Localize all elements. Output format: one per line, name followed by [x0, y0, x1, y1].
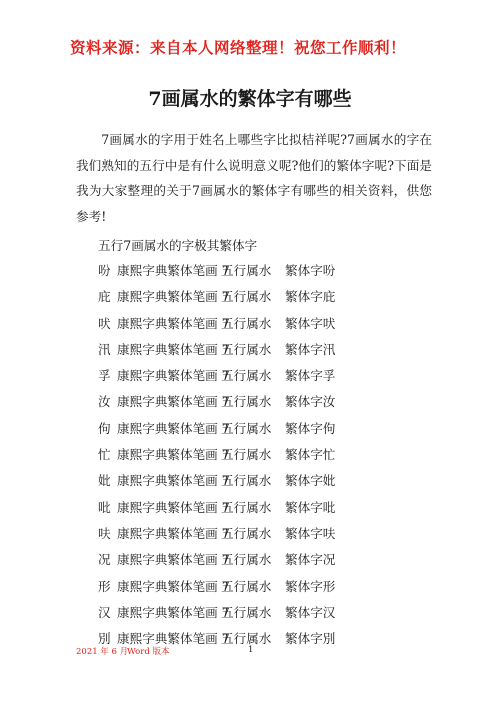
entry-character: 吩: [98, 263, 111, 278]
character-entry: [98, 284, 335, 310]
entry-character: 吠: [98, 315, 111, 331]
entry-kangxi-strokes: 康熙字典繁体笔画 7: [117, 604, 230, 620]
entry-character: 况: [98, 552, 111, 568]
character-entry: [98, 389, 335, 415]
entry-wuxing: 五行属水: [221, 631, 272, 647]
footer-date: 2021 年 6 月: [76, 647, 129, 657]
character-entry: [98, 311, 335, 337]
entry-wuxing: 五行属水: [221, 578, 272, 594]
character-entry: [98, 547, 335, 573]
entry-traditional: 繁体字吠: [285, 315, 336, 331]
character-entry: [98, 363, 335, 389]
entry-kangxi-strokes: 康熙字典繁体笔画 7: [117, 420, 230, 436]
entry-wuxing: 五行属水: [221, 604, 272, 620]
entry-character: 汛: [98, 341, 111, 357]
entry-traditional: 繁体字吡: [285, 499, 336, 515]
entry-traditional: 繁体字別: [285, 631, 336, 647]
entry-wuxing: 五行属水: [221, 447, 272, 463]
entry-traditional: 繁体字吩: [285, 263, 336, 278]
character-entry: [98, 468, 335, 494]
entry-traditional: 繁体字呋: [285, 525, 336, 541]
entry-character: 庇: [98, 289, 111, 305]
entry-traditional: 繁体字汝: [285, 394, 336, 410]
section-heading: 五行7画属水的字极其繁体字: [98, 238, 258, 253]
entry-character: 妣: [98, 473, 111, 489]
entry-traditional: 繁体字形: [285, 578, 336, 594]
entry-kangxi-strokes: 康熙字典繁体笔画 7: [117, 525, 230, 541]
character-entry: [98, 574, 335, 600]
entry-kangxi-strokes: 康熙字典繁体笔画 7: [117, 631, 230, 647]
character-entry: [98, 495, 335, 521]
entry-wuxing: 五行属水: [221, 263, 272, 278]
character-entry: [98, 442, 335, 468]
entry-wuxing: 五行属水: [221, 525, 272, 541]
page-number: 1: [248, 645, 254, 655]
entry-character: 別: [98, 631, 111, 647]
entry-kangxi-strokes: 康熙字典繁体笔画 7: [117, 447, 230, 463]
entry-character: 汉: [98, 604, 111, 620]
entry-traditional: 繁体字汛: [285, 341, 336, 357]
entry-kangxi-strokes: 康熙字典繁体笔画 7: [117, 578, 230, 594]
entry-kangxi-strokes: 康熙字典繁体笔画 7: [117, 473, 230, 489]
entry-kangxi-strokes: 康熙字典繁体笔画 7: [117, 552, 230, 568]
entry-traditional: 繁体字汉: [285, 604, 336, 620]
source-notice: 资料来源：来自本人网络整理！祝您工作顺利！: [70, 38, 407, 57]
character-list: [98, 258, 335, 652]
character-entry: [98, 416, 335, 442]
character-entry: [98, 258, 335, 284]
entry-traditional: 繁体字妣: [285, 473, 336, 489]
entry-wuxing: 五行属水: [221, 552, 272, 568]
entry-kangxi-strokes: 康熙字典繁体笔画 7: [117, 263, 230, 278]
footer-version: Word 版本: [127, 647, 170, 657]
entry-character: 忙: [98, 447, 111, 463]
page-title: 7画属水的繁体字有哪些: [148, 88, 352, 110]
entry-wuxing: 五行属水: [221, 420, 272, 436]
character-entry: [98, 600, 335, 626]
entry-kangxi-strokes: 康熙字典繁体笔画 7: [117, 341, 230, 357]
character-entry: [98, 521, 335, 547]
entry-wuxing: 五行属水: [221, 499, 272, 515]
entry-kangxi-strokes: 康熙字典繁体笔画 7: [117, 499, 230, 515]
entry-kangxi-strokes: 康熙字典繁体笔画 7: [117, 368, 230, 384]
intro-paragraph: 7画属水的字用于姓名上哪些字比拟桔祥呢?7画属水的字在我们熟知的五行中是有什么说明意义呢?他们的繁体字呢?下面是我为大家整理的关于7画属水的繁体字有哪些的相关资料，供您参考!: [76, 132, 432, 224]
entry-traditional: 繁体字佝: [285, 420, 336, 436]
entry-character: 佝: [98, 420, 111, 436]
entry-kangxi-strokes: 康熙字典繁体笔画 7: [117, 394, 230, 410]
entry-traditional: 繁体字庇: [285, 289, 336, 305]
entry-wuxing: 五行属水: [221, 315, 272, 331]
entry-character: 吡: [98, 499, 111, 515]
entry-wuxing: 五行属水: [221, 289, 272, 305]
entry-kangxi-strokes: 康熙字典繁体笔画 7: [117, 315, 230, 331]
entry-character: 孚: [98, 368, 111, 384]
entry-character: 汝: [98, 394, 111, 410]
entry-traditional: 繁体字忙: [285, 447, 336, 463]
entry-wuxing: 五行属水: [221, 341, 272, 357]
page-footer: [76, 645, 432, 659]
entry-wuxing: 五行属水: [221, 368, 272, 384]
entry-wuxing: 五行属水: [221, 473, 272, 489]
entry-character: 形: [98, 578, 111, 594]
entry-character: 呋: [98, 525, 111, 541]
character-entry: [98, 337, 335, 363]
entry-kangxi-strokes: 康熙字典繁体笔画 7: [117, 289, 230, 305]
entry-wuxing: 五行属水: [221, 394, 272, 410]
entry-traditional: 繁体字况: [285, 552, 336, 568]
entry-traditional: 繁体字孚: [285, 368, 336, 384]
